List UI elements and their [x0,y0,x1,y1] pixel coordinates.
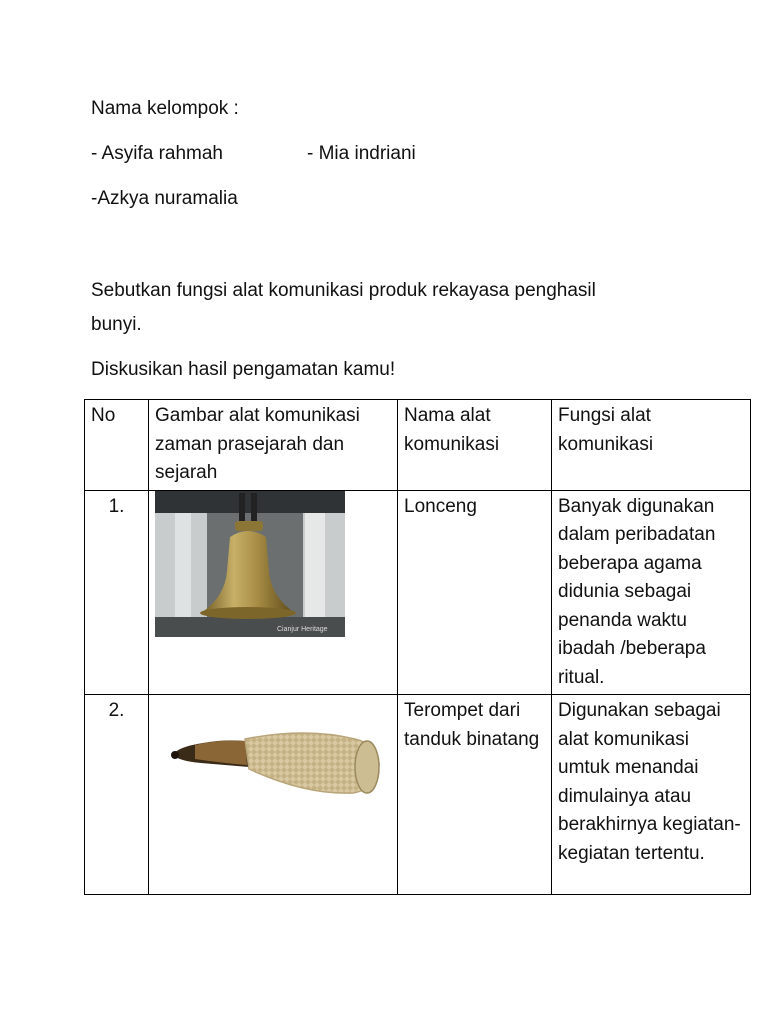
tool-name: Terompet dari tanduk binatang [398,695,552,895]
table-row [85,695,751,895]
image-cell [149,695,398,895]
image-cell [149,490,398,695]
row-number: 2. [85,695,149,895]
table-header-row [85,400,751,491]
member-2: - Mia indriani [307,143,416,164]
question-line-1: Sebutkan fungsi alat komunikasi produk rekayasa penghasil [91,280,596,301]
instruction: Diskusikan hasil pengamatan kamu! [91,359,396,380]
watermark-text: Cianjur Heritage [277,625,328,633]
tool-function: Digunakan sebagai alat komunikasi umtuk menandai dimulainya atau berakhirnya kegiatan-kegiatan tertentu. [552,695,751,895]
observation-table [84,399,751,895]
member-1: - Asyifa rahmah [91,143,223,164]
header-name: Nama alat komunikasi [398,400,552,491]
bell-image [155,491,345,637]
group-label: Nama kelompok : [91,98,239,119]
table-row [85,490,751,695]
tool-name: Lonceng [398,490,552,695]
horn-trumpet-image [155,695,391,825]
row-number: 1. [85,490,149,695]
tool-function: Banyak digunakan dalam peribadatan beberapa agama didunia sebagai penanda waktu ibadah /beberapa ritual. [552,490,751,695]
header-image: Gambar alat komunikasi zaman prasejarah dan sejarah [149,400,398,491]
header-no: No [85,400,149,491]
header-function: Fungsi alat komunikasi [552,400,751,491]
question-line-2: bunyi. [91,314,142,335]
member-3: -Azkya nuramalia [91,188,238,209]
